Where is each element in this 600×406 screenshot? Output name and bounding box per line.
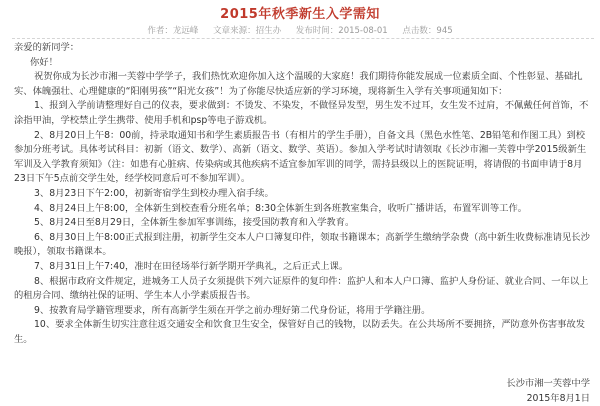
intro-paragraph: 祝贺你成为长沙市湘一芙蓉中学学子，我们热忱欢迎你加入这个温暖的大家庭！我们期待你能发展成一位素质全面、个性彰显、基础扎实、体魄强壮、心理健康的“阳刚男孩”“阳光女孩”！为了你能尽快适应新的学习环境，现将新生入学有关事项通知如下：: [14, 71, 583, 97]
notice-item: 2、8月20日上午8：00前，持录取通知书和学生素质报告书（有相片的学生手册），自备文具（黑色水性笔、2B铅笔和作图工具）到校参加分班考试。具体考试科目：初新（语文、数学）、高新（语文、数学、英语）。参加入学考试时请领取《长沙市湘一芙蓉中学2015级新生军训及入学教育须知》（注：如患有心脏病、传染病或其他疾病不适宜参加军训的同学，需持县级以上的医院证明，将请假的书面申请于8月23日下午5点前交学生处，经学校同意后可不参加军训）。: [14, 129, 587, 185]
article-content: [14, 41, 590, 347]
notice-item: 10、要求全体新生切实注意往返交通安全和饮食卫生安全，保管好自己的钱物，以防丢失。在公共场所不要拥挤，严防意外伤害事故发生。: [14, 319, 586, 345]
header-divider: [12, 38, 594, 39]
signature-block: [506, 376, 590, 406]
author-text: 作者：龙远峰: [147, 26, 199, 36]
notice-item: 1、报到入学前请整理好自己的仪表，要求做到：不烫发、不染发，不做怪异发型，男生发不过耳，女生发不过肩，不佩戴任何首饰，不涂指甲油，学校禁止学生携带、使用手机和psp等电子游戏机。: [14, 100, 589, 126]
notice-item: 5、8月24日至8月29日，全体新生参加军事训练，接受国防教育和入学教育。: [34, 217, 355, 229]
notice-item: 8、根据市政府文件规定，进城务工人员子女须提供下列六证原件的复印件：监护人和本人户口簿、监护人身份证、就业合同、一年以上的租房合同、缴纳社保的证明、学生本人小学素质报告书。: [14, 275, 589, 302]
article-meta: [0, 24, 600, 36]
source-text: 文章来源：招生办: [213, 26, 282, 36]
notice-item: 3、8月23日下午2:00，初新寄宿学生到校办理入宿手续。: [34, 187, 274, 199]
notice-item: 9、按教育局学籍管理要求，所有高新学生须在开学之前办理好第二代身份证，将用于学籍注册。: [34, 304, 431, 316]
views-text: 点击数：945: [402, 26, 453, 36]
notice-item: 6、8月30日上午8:00正式报到注册，初新学生交本人户口簿复印件，领取书籍课本；高新学生缴纳学杂费（高中新生收费标准请见长沙晚报），领取书籍课本。: [14, 231, 590, 258]
signature-date: 2015年8月1日: [526, 393, 590, 404]
date-text: 发布时间：2015-08-01: [295, 26, 388, 36]
hello-text: 你好！: [30, 56, 58, 68]
notice-item: 4、8月24日上午8:00，全体新生到校查看分班名单；8:30全体新生到各班教室集合，收听广播讲话，布置军训等工作。: [34, 202, 528, 214]
school-name: 长沙市湘一芙蓉中学: [506, 378, 590, 389]
page-title: 2015年秋季新生入学需知: [220, 7, 380, 22]
greeting: 亲爱的新同学：: [14, 42, 80, 53]
notice-item: 7、8月31日上午7:40，准时在田径场举行新学期开学典礼，之后正式上课。: [34, 260, 349, 272]
